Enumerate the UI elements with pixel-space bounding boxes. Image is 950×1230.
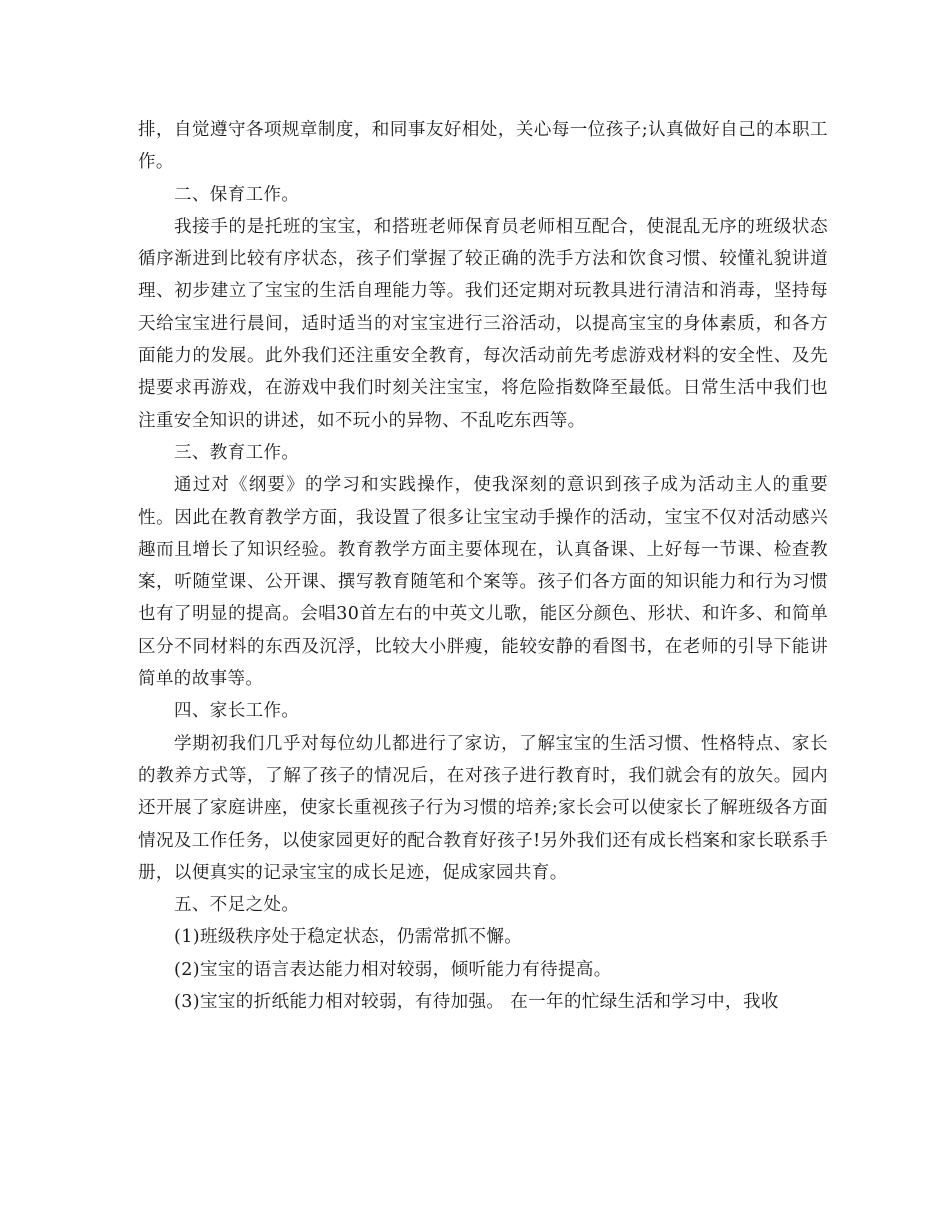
document-body — [138, 114, 828, 1018]
list-item-shortcoming-1: (1)班级秩序处于稳定状态，仍需常抓不懈。 — [174, 927, 523, 948]
paragraph-education: 通过对《纲要》的学习和实践操作，使我深刻的意识到孩子成为活动主人的重要性。因此在教育教学方面，我设置了很多让宝宝动手操作的活动，宝宝不仅对活动感兴趣而且增长了知识经验。教育教学方面主要体现在，认真备课、上好每一节课、检查教案，听随堂课、公开课、撰写教育随笔和个案等。孩子们各方面的知识能力和行为习惯也有了明显的提高。会唱30首左右的中英文儿歌，能区分颜色、形状、和许多、和简单区分不同材料的东西及沉浮，比较大小胖瘦，能较安静的看图书，在老师的引导下能讲简单的故事等。 — [138, 475, 828, 690]
list-item-shortcoming-3: (3)宝宝的折纸能力相对较弱，有待加强。 在一年的忙绿生活和学习中，我收 — [174, 992, 779, 1013]
paragraph-parents: 学期初我们几乎对每位幼儿都进行了家访，了解宝宝的生活习惯、性格特点、家长的教养方式等，了解了孩子的情况后，在对孩子进行教育时，我们就会有的放矢。园内还开展了家庭讲座，使家长重视孩子行为习惯的培养;家长会可以使家长了解班级各方面情况及工作任务，以使家园更好的配合教育好孩子!另外我们还有成长档案和家长联系手册，以便真实的记录宝宝的成长足迹，促成家园共育。 — [138, 733, 828, 883]
section-heading-parents: 四、家长工作。 — [174, 701, 300, 722]
section-heading-childcare: 二、保育工作。 — [174, 184, 300, 205]
section-heading-shortcomings: 五、不足之处。 — [174, 895, 300, 916]
paragraph-childcare: 我接手的是托班的宝宝，和搭班老师保育员老师相互配合，使混乱无序的班级状态循序渐进到比较有序状态，孩子们掌握了较正确的洗手方法和饮食习惯、较懂礼貌讲道理、初步建立了宝宝的生活自理能力等。我们还定期对玩教具进行清洁和消毒，坚持每天给宝宝进行晨间，适时适当的对宝宝进行三浴活动，以提高宝宝的身体素质，和各方面能力的发展。此外我们还注重安全教育，每次活动前先考虑游戏材料的安全性、及先提要求再游戏，在游戏中我们时刻关注宝宝，将危险指数降至最低。日常生活中我们也注重安全知识的讲述，如不玩小的异物、不乱吃东西等。 — [138, 216, 828, 431]
paragraph-intro-continuation: 排，自觉遵守各项规章制度，和同事友好相处，关心每一位孩子;认真做好自己的本职工作。 — [138, 120, 828, 173]
list-item-shortcoming-2: (2)宝宝的语言表达能力相对较弱，倾听能力有待提高。 — [174, 959, 612, 980]
section-heading-education: 三、教育工作。 — [174, 442, 300, 463]
